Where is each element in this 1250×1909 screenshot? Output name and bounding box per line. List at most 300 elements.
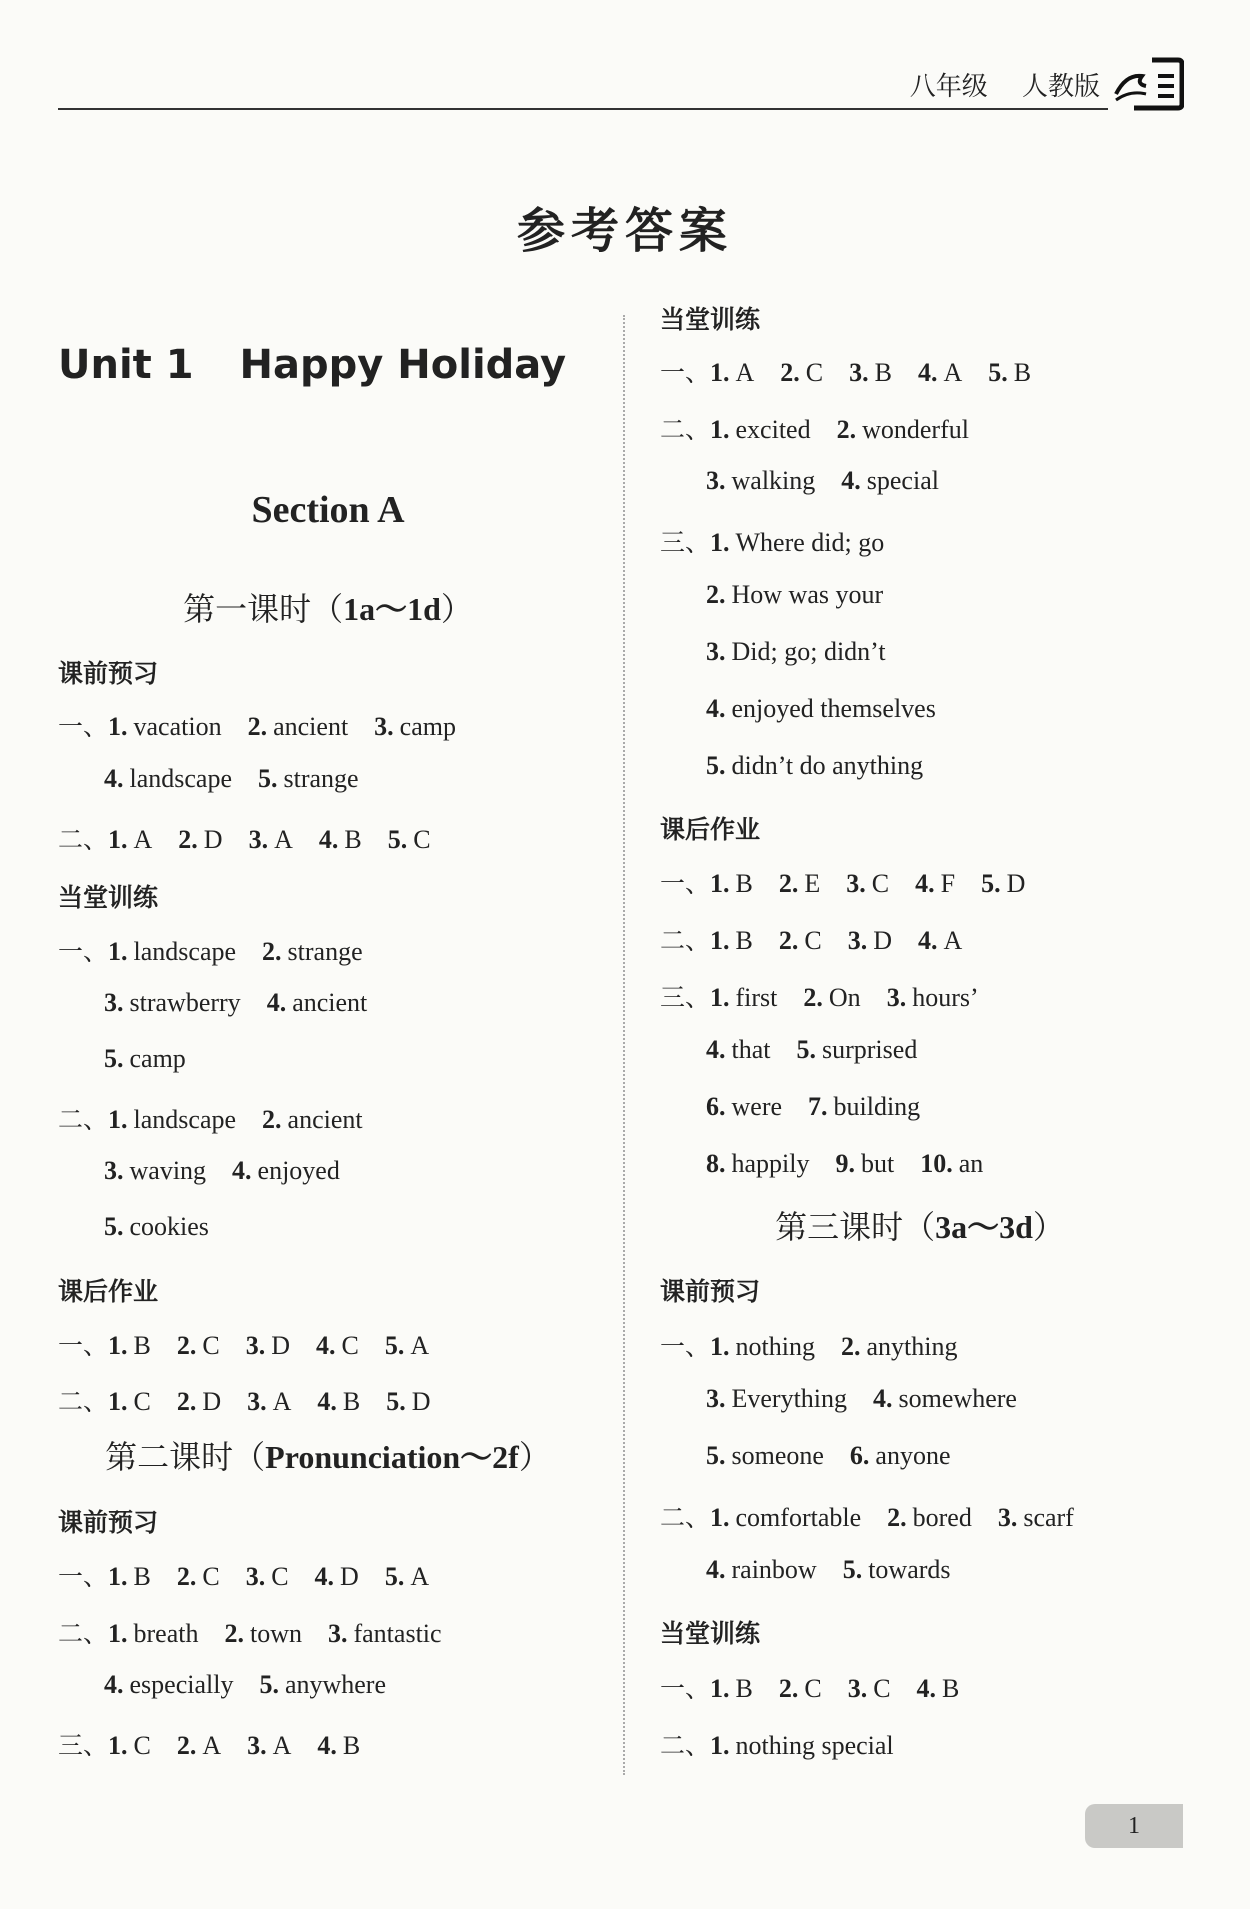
question-group-label: 一、: [660, 1674, 711, 1703]
answer-text: D: [202, 1387, 222, 1416]
answer-item: [710, 1503, 861, 1532]
answer-number: 2.: [176, 1331, 197, 1360]
answer-number: 1.: [710, 1332, 730, 1361]
answer-number: 1.: [108, 1331, 128, 1360]
answer-item: [841, 466, 939, 495]
answer-line: [58, 1614, 468, 1650]
answer-item: [247, 1387, 291, 1416]
question-group-label: 二、: [58, 1105, 109, 1134]
answer-line: [660, 1555, 977, 1585]
answer-item: [915, 869, 955, 898]
section-heading: 当堂训练: [660, 305, 761, 334]
section-heading: 课后作业: [660, 815, 761, 844]
answer-item: [706, 637, 886, 666]
answer-number: 2.: [778, 1674, 799, 1703]
answer-text: especially: [129, 1670, 234, 1699]
answer-item: [267, 988, 368, 1017]
answer-item: [258, 764, 359, 793]
answer-text: B: [735, 1674, 753, 1703]
answer-text: anyone: [875, 1441, 951, 1470]
answer-number: 3.: [247, 1731, 267, 1760]
answer-text: B: [1013, 358, 1032, 387]
answer-item: [850, 1441, 951, 1470]
answer-item: [246, 1331, 290, 1360]
question-group-label: 二、: [58, 1619, 109, 1648]
answer-text: How was your: [731, 580, 884, 609]
answer-text: C: [413, 825, 431, 854]
answer-text: comfortable: [735, 1503, 862, 1532]
answer-item: [848, 926, 892, 955]
section-heading: 当堂训练: [58, 883, 159, 912]
answer-item: [316, 1331, 359, 1360]
answer-item: [108, 1387, 151, 1416]
answer-number: 2.: [836, 415, 857, 444]
answer-item: [104, 764, 232, 793]
answer-item: [706, 1441, 824, 1470]
answer-number: 2.: [178, 825, 198, 854]
answer-number: 4.: [706, 1555, 726, 1584]
answer-text: towards: [868, 1555, 951, 1584]
answer-text: hours’: [912, 983, 979, 1012]
answer-text: Everything: [731, 1384, 848, 1413]
question-group-label: 三、: [58, 1731, 109, 1760]
answer-item: [710, 926, 753, 955]
answer-number: 4.: [266, 988, 287, 1017]
answer-item: [259, 1670, 386, 1699]
answer-line: [58, 820, 457, 856]
answer-item: [918, 926, 962, 955]
answer-item: [710, 1731, 894, 1760]
answer-text: B: [735, 926, 753, 955]
answer-text: C: [871, 869, 890, 898]
answer-line: [660, 1327, 983, 1363]
lesson-label: 第二课时（: [105, 1438, 266, 1476]
answer-number: 3.: [849, 358, 869, 387]
answer-item: [104, 1156, 206, 1185]
answer-item: [710, 983, 777, 1012]
answer-item: [706, 1555, 817, 1584]
answer-item: [385, 1562, 429, 1591]
answer-text: A: [202, 1731, 222, 1760]
answer-number: 9.: [835, 1149, 855, 1178]
answer-text: A: [274, 825, 293, 854]
question-group-label: 二、: [58, 825, 109, 854]
answer-number: 3.: [104, 988, 124, 1017]
answer-line: [58, 764, 385, 794]
answer-text: enjoyed: [257, 1156, 340, 1185]
answer-line: [660, 410, 995, 446]
answer-number: 3.: [847, 926, 868, 955]
answer-text: vacation: [133, 712, 222, 741]
answer-item: [262, 1105, 363, 1134]
answer-line: [660, 694, 962, 724]
answer-item: [779, 869, 820, 898]
answer-item: [706, 694, 936, 723]
answer-text: D: [873, 926, 892, 955]
answer-text: A: [410, 1562, 430, 1591]
answer-text: D: [203, 825, 223, 854]
answer-text: B: [735, 869, 753, 898]
answer-item: [918, 358, 962, 387]
question-group-label: 二、: [660, 1503, 711, 1532]
answer-item: [917, 1674, 960, 1703]
answer-item: [108, 1105, 236, 1134]
answer-item: [836, 1149, 895, 1178]
lesson-range: 3a～3d: [935, 1209, 1033, 1245]
lesson-close: ）: [440, 590, 473, 628]
answer-text: but: [861, 1149, 895, 1178]
answer-number: 3.: [248, 825, 269, 854]
answer-item: [988, 358, 1031, 387]
answer-number: 3.: [245, 1562, 266, 1591]
answer-item: [848, 1674, 891, 1703]
answer-item: [846, 869, 889, 898]
answer-number: 3.: [247, 1387, 267, 1416]
answer-number: 4.: [315, 1331, 336, 1360]
answer-item: [706, 580, 883, 609]
answer-text: ancient: [287, 1105, 363, 1134]
answer-number: 5.: [384, 1562, 405, 1591]
answer-number: 1.: [710, 528, 730, 557]
page-number: 1: [1085, 1804, 1183, 1848]
answer-item: [104, 1670, 233, 1699]
question-group-label: 一、: [58, 712, 109, 741]
answer-number: 5.: [842, 1555, 863, 1584]
answer-text: A: [410, 1331, 430, 1360]
lesson-label: 第三课时（: [775, 1208, 936, 1246]
answer-number: 1.: [710, 926, 730, 955]
answer-item: [981, 869, 1025, 898]
answer-line: [660, 466, 965, 496]
answer-line: [660, 1441, 977, 1471]
answer-number: 1.: [710, 1503, 730, 1532]
answer-number: 3.: [374, 712, 394, 741]
answer-number: 1.: [108, 1731, 128, 1760]
answer-item: [873, 1384, 1017, 1413]
answer-text: B: [133, 1331, 151, 1360]
answer-text: somewhere: [898, 1384, 1017, 1413]
answer-item: [247, 1731, 291, 1760]
answer-line: [58, 1382, 457, 1418]
answer-text: D: [411, 1387, 431, 1416]
answer-item: [706, 1035, 771, 1064]
answer-text: A: [272, 1387, 292, 1416]
question-group-label: 二、: [58, 1387, 109, 1416]
unit-number: Unit 1: [58, 342, 194, 388]
answer-item: [108, 1331, 151, 1360]
answer-number: 2.: [778, 926, 799, 955]
lesson-range: 1a～1d: [343, 591, 441, 627]
answer-number: 4.: [915, 869, 935, 898]
page-header: [884, 66, 1100, 103]
answer-text: surprised: [822, 1035, 918, 1064]
answer-text: D: [1006, 869, 1026, 898]
answer-text: landscape: [133, 937, 237, 966]
answer-item: [710, 1332, 815, 1361]
lesson-close: ）: [518, 1438, 551, 1476]
answer-number: 2.: [247, 712, 268, 741]
answer-number: 4.: [317, 1731, 337, 1760]
answer-line: [660, 864, 1051, 900]
answer-number: 1.: [710, 358, 730, 387]
answer-number: 4.: [917, 926, 938, 955]
answer-line: [660, 921, 988, 957]
answer-text: bored: [912, 1503, 972, 1532]
lesson-close: ）: [1032, 1208, 1065, 1246]
answer-line: [58, 1557, 455, 1593]
answer-item: [849, 358, 892, 387]
answer-number: 1.: [710, 415, 730, 444]
answer-item: [262, 937, 363, 966]
answer-number: 4.: [104, 1670, 124, 1699]
answer-item: [108, 1619, 198, 1648]
answer-text: B: [342, 1387, 361, 1416]
answer-item: [386, 1387, 430, 1416]
answer-text: scarf: [1023, 1503, 1074, 1532]
answer-item: [104, 1212, 209, 1241]
answer-item: [385, 1331, 429, 1360]
answer-item: [887, 1503, 972, 1532]
answer-text: B: [133, 1562, 151, 1591]
question-group-label: 二、: [660, 1731, 711, 1760]
answer-number: 3.: [706, 637, 726, 666]
answer-text: strange: [283, 764, 359, 793]
answer-text: strawberry: [129, 988, 241, 1017]
answer-item: [808, 1092, 920, 1121]
answer-text: A: [943, 358, 963, 387]
column-divider: [623, 315, 625, 1775]
answer-number: 4.: [104, 764, 124, 793]
answer-line: [58, 932, 389, 968]
lesson-label: 第一课时（: [183, 590, 344, 628]
section-heading: 课后作业: [58, 1277, 159, 1306]
answer-number: 3.: [846, 869, 866, 898]
answer-item: [246, 1562, 289, 1591]
answer-line: [660, 1092, 946, 1122]
answer-number: 6.: [849, 1441, 870, 1470]
answer-text: Did; go; didn’t: [731, 637, 886, 666]
answer-item: [177, 1387, 221, 1416]
answer-item: [248, 712, 349, 741]
answer-number: 5.: [258, 764, 278, 793]
answer-line: [660, 1035, 943, 1065]
question-group-label: 一、: [58, 1562, 109, 1591]
answer-number: 4.: [841, 466, 861, 495]
section-heading: 课前预习: [58, 659, 159, 688]
answer-text: A: [943, 926, 963, 955]
answer-number: 5.: [706, 751, 726, 780]
answer-item: [177, 1562, 220, 1591]
question-group-label: 一、: [660, 869, 711, 898]
answer-number: 3.: [706, 466, 726, 495]
answer-item: [779, 1674, 822, 1703]
answer-text: town: [249, 1619, 302, 1648]
answer-text: C: [804, 926, 822, 955]
answer-line: [660, 1149, 1009, 1179]
answer-text: C: [271, 1562, 289, 1591]
answer-item: [706, 1384, 847, 1413]
answer-text: C: [133, 1731, 151, 1760]
answer-text: rainbow: [731, 1555, 817, 1584]
answer-number: 5.: [988, 358, 1008, 387]
answer-item: [803, 983, 860, 1012]
answer-number: 3.: [886, 983, 907, 1012]
answer-number: 2.: [262, 1105, 282, 1134]
answer-number: 2.: [224, 1619, 244, 1648]
answer-text: strange: [287, 937, 363, 966]
answer-item: [108, 825, 152, 854]
answer-text: breath: [133, 1619, 199, 1648]
answer-item: [178, 825, 222, 854]
answer-number: 1.: [108, 1105, 128, 1134]
answer-text: ancient: [292, 988, 368, 1017]
answer-item: [779, 926, 822, 955]
answer-line: [58, 1156, 366, 1186]
answer-item: [315, 1562, 359, 1591]
answer-number: 1.: [108, 1619, 128, 1648]
answer-number: 1.: [710, 869, 730, 898]
answer-text: first: [735, 983, 778, 1012]
answer-text: D: [340, 1562, 359, 1591]
answer-number: 1.: [108, 937, 128, 966]
answer-number: 1.: [108, 1562, 128, 1591]
answer-number: 4.: [317, 1387, 337, 1416]
answer-line: [58, 1326, 455, 1362]
section-heading: 课前预习: [660, 1277, 761, 1306]
answer-item: [177, 1331, 220, 1360]
answer-text: happily: [731, 1149, 810, 1178]
answer-number: 4.: [232, 1156, 252, 1185]
answer-number: 6.: [706, 1092, 726, 1121]
answer-number: 2.: [706, 580, 726, 609]
answer-number: 4.: [706, 694, 726, 723]
unit-title: [58, 342, 566, 388]
answer-text: B: [344, 825, 362, 854]
answer-text: B: [874, 358, 892, 387]
answer-line: [660, 978, 1005, 1014]
answer-number: 3.: [997, 1503, 1018, 1532]
answer-number: 5.: [104, 1212, 124, 1241]
publisher-logo-icon: [1112, 54, 1184, 112]
answer-number: 4.: [873, 1384, 893, 1413]
answer-line: [660, 523, 910, 559]
answer-item: [841, 1332, 958, 1361]
answer-text: A: [272, 1731, 292, 1760]
answer-number: 5.: [386, 1387, 406, 1416]
question-group-label: 一、: [660, 1332, 711, 1361]
answer-number: 5.: [981, 869, 1001, 898]
lesson-title: [58, 584, 598, 630]
answer-number: 1.: [108, 712, 128, 741]
answer-item: [710, 415, 811, 444]
answer-text: special: [866, 466, 939, 495]
answer-item: [706, 751, 923, 780]
answer-text: B: [942, 1674, 960, 1703]
answer-text: camp: [129, 1044, 186, 1073]
answer-number: 1.: [710, 1731, 730, 1760]
answer-item: [843, 1555, 951, 1584]
question-group-label: 三、: [660, 983, 711, 1012]
answer-number: 5.: [104, 1044, 124, 1073]
answer-text: D: [271, 1331, 290, 1360]
answer-number: 2.: [176, 1562, 197, 1591]
answer-number: 1.: [710, 983, 730, 1012]
answer-text: excited: [735, 415, 811, 444]
answer-item: [797, 1035, 918, 1064]
lesson-title: [660, 1202, 1180, 1248]
answer-line: [58, 1100, 389, 1136]
lesson-title: [58, 1432, 598, 1478]
answer-text: On: [828, 983, 861, 1012]
answer-number: 5.: [706, 1441, 726, 1470]
answer-text: A: [133, 825, 153, 854]
answer-item: [249, 825, 293, 854]
answer-text: walking: [731, 466, 816, 495]
answer-number: 2.: [887, 1503, 907, 1532]
answer-item: [317, 1387, 360, 1416]
answer-item: [319, 825, 362, 854]
header-edition: 人教版: [1021, 72, 1100, 102]
answer-text: B: [342, 1731, 361, 1760]
answer-item: [104, 988, 241, 1017]
answer-number: 2.: [780, 358, 800, 387]
answer-item: [710, 358, 754, 387]
answer-text: nothing: [735, 1332, 815, 1361]
answer-line: [660, 1384, 1043, 1414]
answer-number: 3.: [104, 1156, 124, 1185]
answer-text: C: [804, 1674, 822, 1703]
answer-item: [706, 466, 815, 495]
answer-text: anywhere: [284, 1670, 387, 1699]
answer-number: 3.: [706, 1384, 726, 1413]
answer-number: 5.: [259, 1670, 279, 1699]
answer-number: 2.: [778, 869, 799, 898]
answer-line: [58, 988, 393, 1018]
answer-item: [224, 1619, 302, 1648]
answer-text: E: [804, 869, 821, 898]
answer-text: someone: [731, 1441, 824, 1470]
answer-item: [920, 1149, 983, 1178]
answer-item: [108, 712, 222, 741]
answer-number: 2.: [176, 1731, 197, 1760]
answer-item: [388, 825, 431, 854]
answer-text: fantastic: [353, 1619, 442, 1648]
answer-number: 4.: [917, 358, 938, 387]
answer-number: 7.: [808, 1092, 828, 1121]
answer-number: 1.: [108, 1387, 128, 1416]
answer-text: ancient: [273, 712, 349, 741]
answer-line: [660, 1498, 1100, 1534]
answer-item: [706, 1149, 810, 1178]
answer-line: [58, 1212, 235, 1242]
answer-item: [998, 1503, 1074, 1532]
answer-line: [660, 1726, 920, 1762]
answer-number: 5.: [387, 825, 408, 854]
answer-text: A: [735, 358, 755, 387]
answer-item: [328, 1619, 442, 1648]
answer-number: 8.: [706, 1149, 726, 1178]
answer-number: 2.: [262, 937, 282, 966]
answer-text: F: [940, 869, 956, 898]
answer-item: [177, 1731, 221, 1760]
answer-text: C: [202, 1562, 220, 1591]
answer-text: C: [805, 358, 824, 387]
answer-text: cookies: [129, 1212, 209, 1241]
answer-text: anything: [866, 1332, 958, 1361]
question-group-label: 一、: [58, 937, 109, 966]
answer-item: [710, 869, 753, 898]
answer-text: waving: [129, 1156, 207, 1185]
